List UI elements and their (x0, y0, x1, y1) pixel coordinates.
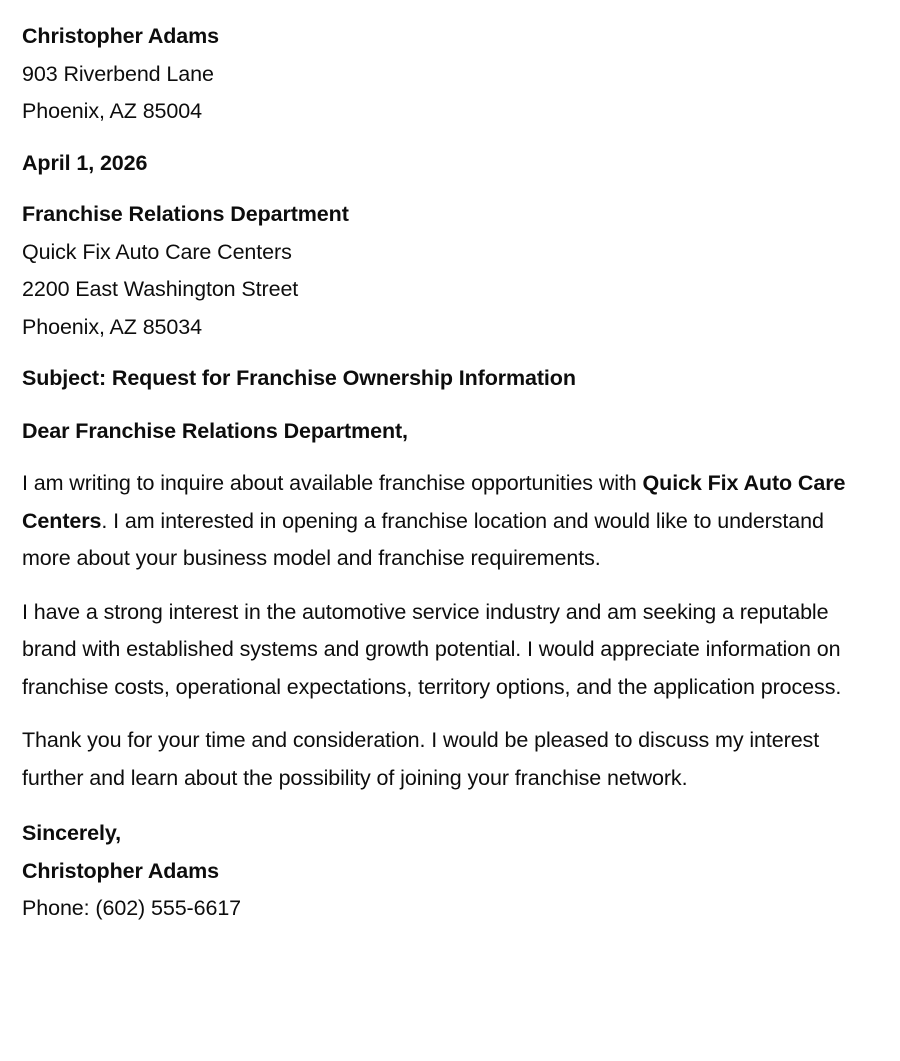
closing-block (22, 815, 850, 928)
body-paragraph: I have a strong interest in the automotive service industry and am seeking a reputable brand with established systems and growth potential. I would appreciate information on franchise costs, operational expectations, territory options, and the application process. (22, 599, 842, 699)
letter-body (22, 465, 850, 797)
recipient-city-state-zip: Phoenix, AZ 85034 (22, 314, 202, 339)
recipient-street: 2200 East Washington Street (22, 277, 299, 301)
subject-line: Subject: Request for Franchise Ownership Information (22, 366, 576, 390)
recipient-department: Franchise Relations Department (22, 202, 349, 226)
sender-street: 903 Riverbend Lane (22, 61, 214, 86)
emphasized-text: Quick Fix Auto Care Centers (22, 471, 846, 533)
letter-date-block (22, 145, 850, 183)
valediction: Sincerely, (22, 821, 121, 845)
sender-phone: Phone: (602) 555-6617 (22, 896, 242, 920)
letter-date: April 1, 2026 (22, 150, 148, 175)
salutation-block (22, 413, 850, 451)
sender-name: Christopher Adams (22, 24, 220, 48)
subject-block (22, 360, 850, 398)
sender-city-state-zip: Phoenix, AZ 85004 (22, 99, 202, 123)
salutation: Dear Franchise Relations Department, (22, 418, 408, 443)
recipient-company: Quick Fix Auto Care Centers (22, 239, 292, 264)
body-paragraph: I am writing to inquire about available franchise opportunities with Quick Fix Auto Care Centers. I am interested in opening a franchise location and would like to understand more about your business model and franchise requirements. (22, 471, 846, 570)
body-paragraph: Thank you for your time and consideration. I would be pleased to discuss my interest further and learn about the possibility of joining your franchise network. (22, 728, 820, 790)
signature-name: Christopher Adams (22, 858, 220, 883)
recipient-address-block (22, 196, 850, 346)
sender-address-block (22, 18, 850, 131)
